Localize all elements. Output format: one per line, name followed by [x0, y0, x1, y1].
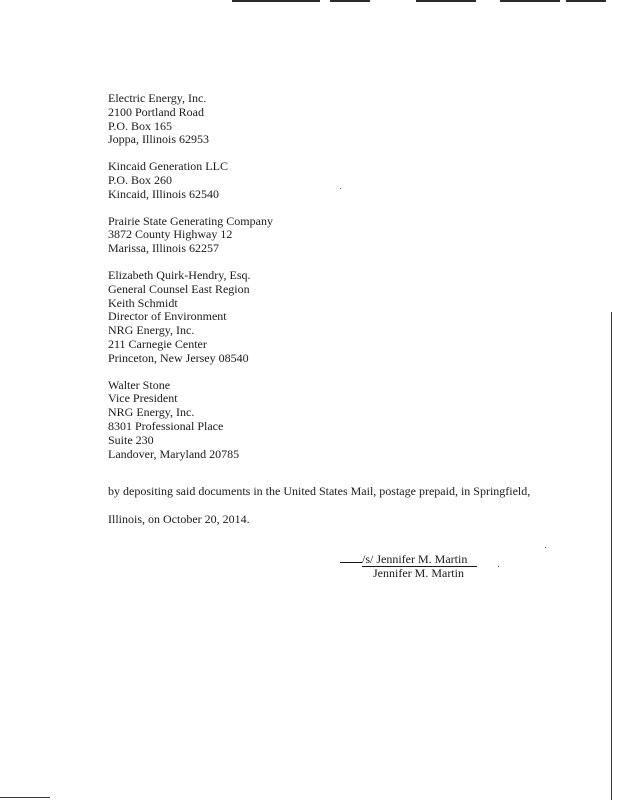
address-line: Director of Environment	[108, 309, 227, 324]
address-line: Kincaid Generation LLC	[108, 159, 228, 174]
address-block	[108, 160, 528, 201]
service-list	[108, 92, 528, 474]
address-block	[108, 379, 528, 462]
signature-rule	[340, 562, 362, 563]
address-line: P.O. Box 165	[108, 118, 173, 133]
address-line: Joppa, Illinois 62953	[108, 132, 209, 147]
address-line: General Counsel East Region	[108, 281, 250, 296]
scan-bottom-edge	[0, 797, 50, 798]
signer-name: Jennifer M. Martin	[373, 566, 464, 580]
address-line: 3872 County Highway 12	[108, 227, 233, 242]
address-line: Vice President	[108, 391, 178, 406]
address-line: Princeton, New Jersey 08540	[108, 350, 249, 365]
address-block	[108, 269, 528, 366]
address-line: 211 Carnegie Center	[108, 336, 207, 351]
address-line: 8301 Professional Place	[108, 418, 224, 433]
address-line: Prairie State Generating Company	[108, 213, 273, 228]
address-line: Suite 230	[108, 432, 154, 447]
signature-text: /s/ Jennifer M. Martin	[362, 552, 477, 567]
address-line: Kincaid, Illinois 62540	[108, 186, 219, 201]
address-line: Electric Energy, Inc.	[108, 91, 207, 105]
signature-line	[340, 553, 477, 567]
address-line: 2100 Portland Road	[108, 104, 204, 119]
address-line: NRG Energy, Inc.	[108, 323, 195, 338]
address-line: Landover, Maryland 20785	[108, 446, 240, 461]
address-line: Marissa, Illinois 62257	[108, 241, 219, 256]
address-line: Walter Stone	[108, 377, 171, 392]
scan-speck	[498, 566, 499, 567]
address-block	[108, 92, 528, 147]
address-line: Keith Schmidt	[108, 295, 178, 310]
scan-speck	[545, 547, 546, 548]
scan-right-edge	[611, 312, 612, 800]
address-block	[108, 215, 528, 256]
address-line: P.O. Box 260	[108, 172, 173, 187]
address-line: Elizabeth Quirk-Hendry, Esq.	[108, 267, 251, 282]
address-line: NRG Energy, Inc.	[108, 405, 195, 420]
service-method-text: by depositing said documents in the United States Mail, postage prepaid, in Springfield,	[108, 484, 531, 498]
scan-top-edge	[0, 0, 617, 4]
service-date-text: Illinois, on October 20, 2014.	[108, 512, 250, 526]
